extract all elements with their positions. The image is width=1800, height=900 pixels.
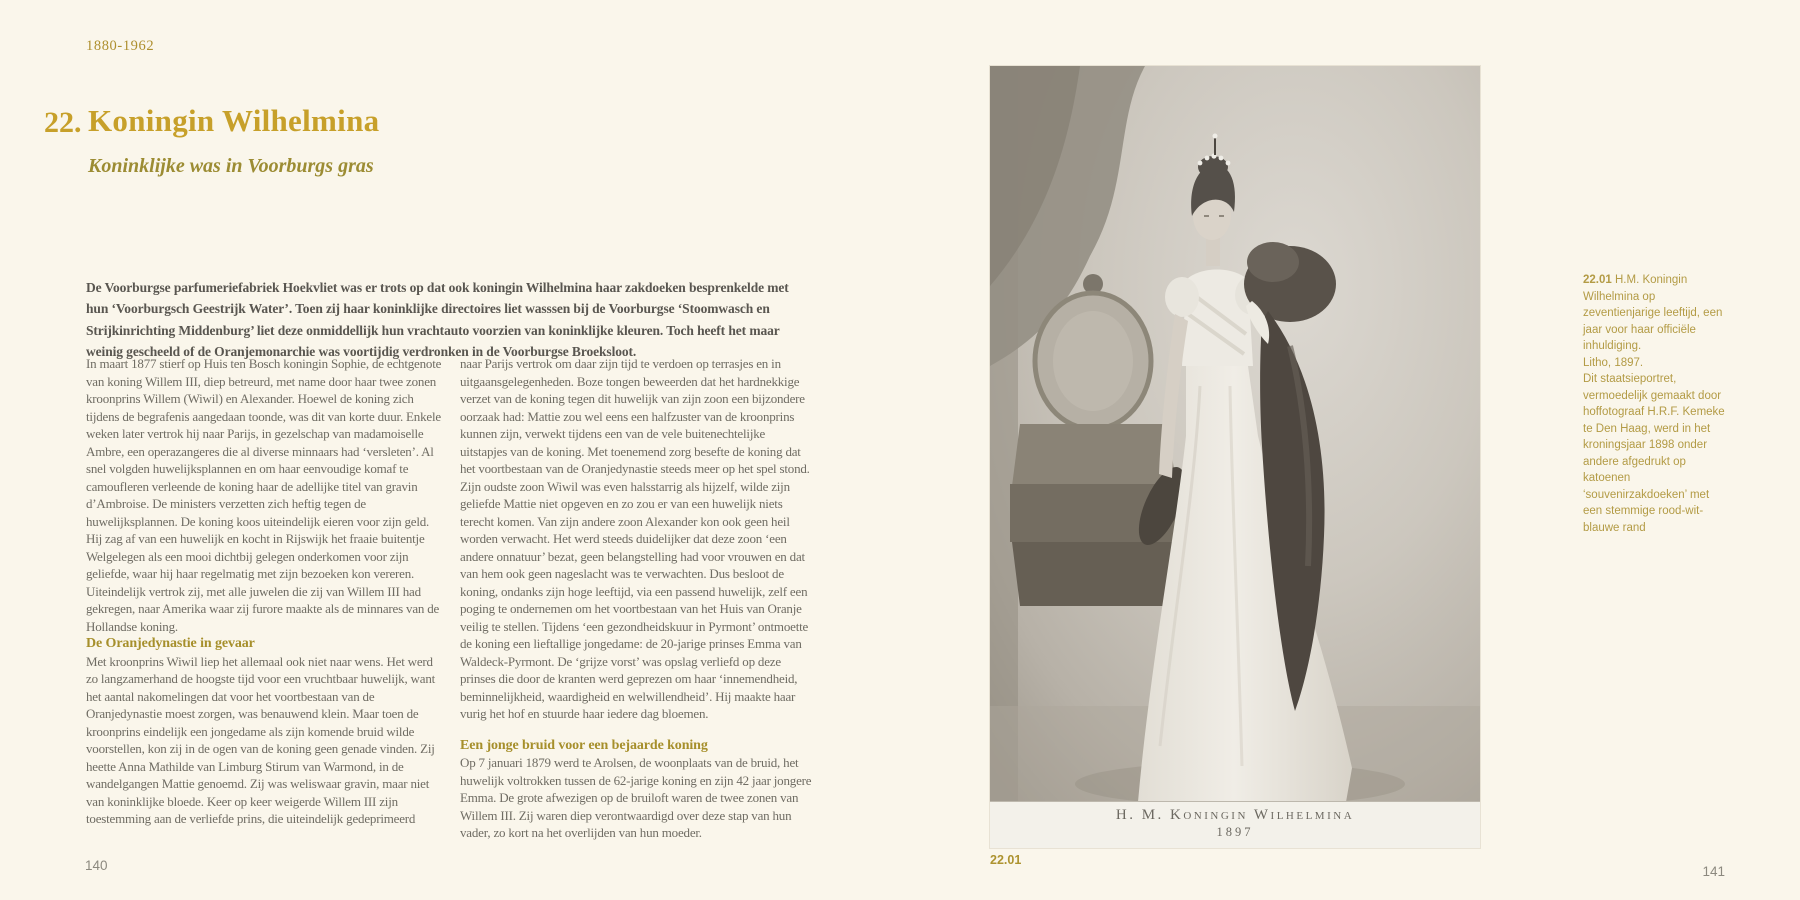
intro-paragraph: De Voorburgse parfumeriefabriek Hoekvliet was er trots op dat ook koningin Wilhelmina haar zakdoeken besprenkelde met hun ‘Voorburgsch Geestrijk Water’. Toen zij haar koninklijke directoires liet wasssen bij de Voorburgse ‘Stoomwasch en Strijkinrichting Middenburg’ liet deze onmiddellijk hun vrachtauto voorzien van koninklijke kleuren. Toch heeft het maar weinig gescheeld of de Oranjemonarchie was voortijdig verdronken in de Voorburgse Broeksloot.	[86, 279, 789, 359]
side-caption-intro	[1583, 272, 1726, 355]
photo-caption-title: H. M. Koningin Wilhelmina	[1115, 807, 1355, 823]
section-heading-oranjedynastie: De Oranjedynastie in gevaar	[86, 636, 255, 651]
body-paragraph: Met kroonprins Wiwil liep het allemaal ook niet naar wens. Het werd zo langzamerhand de hoogste tijd voor een vruchtbaar huwelijk, want het aantal nakomelingen dat voor het voortbestaan van de Oranjedynastie moest zorgen, was benauwend klein. Maar toen de kroonprins eindelijk een jongedame als zijn komende bruid wilde voorstellen, kon zij in de ogen van de koning geen genade vinden. Zij heette Anna Mathilde van Limburg Stirum van Warmond, in de wandelgangen Mattie genoemd. Zij was weliswaar gravin, maar niet van koninklijke bloede. Keer op keer weigerde Willem III zijn toestemming aan de verliefde prins, die uiteindelijk gedeprimeerd	[86, 653, 436, 826]
side-caption-text-a: H.M. Koningin Wilhelmina op zeventienjarige leeftijd, een jaar voor haar officiële inhuldiging.	[1583, 274, 1723, 352]
side-caption-text-b: Litho, 1897.	[1583, 356, 1644, 369]
photo-mount-caption	[990, 801, 1480, 848]
side-caption-text-c: Dit staatsieportret, vermoedelijk gemaakt door hoffotograaf H.R.F. Kemeke te Den Haag, werd in het kroningsjaar 1898 onder andere afgedrukt op katoenen ‘souvenirzakdoeken’ met een stemmige rood-wit-blauwe rand	[1583, 373, 1725, 534]
portrait-photo-illustration	[990, 66, 1480, 802]
chapter-eyebrow-years: 1880-1962	[86, 38, 155, 54]
chapter-number: 22.	[44, 106, 82, 139]
body-text-columns	[86, 355, 814, 842]
photo-caption-year: 1897	[1216, 825, 1254, 839]
body-paragraph: Op 7 januari 1879 werd te Arolsen, de woonplaats van de bruid, het huwelijk voltrokken tussen de 62-jarige koning en zijn 42 jaar jongere Emma. De grote afwezigen op de bruiloft waren de twee zonen van Willem III. Zij waren diep verontwaardigd over deze stap van hun vader, zo kort na het overlijden van hun moeder.	[460, 755, 812, 840]
page-number-left: 140	[85, 858, 108, 873]
section-heading-jonge-bruid: Een jonge bruid voor een bejaarde koning	[460, 737, 708, 753]
text-column-left	[86, 355, 446, 842]
figure-number-label: 22.01	[990, 853, 1022, 867]
body-paragraph: naar Parijs vertrok om daar zijn tijd te verdoen op terrasjes en in uitgaansgelegenheden. Boze tongen beweerden dat het hardnekkige verzet van de koning tegen dit huwelijk van zijn zoon een bijzondere oorzaak had: Mattie zou wel eens een halfzuster van de kroonprins kunnen zijn, verwekt tijdens een van de vele buitenechtelijke uitstapjes van de koning. Met toenemend zorg besefte de koning dat het voortbestaan van de Oranjedynastie steeds meer op het spel stond. Zijn oudste zoon Wiwil was even halsstarrig als hijzelf, wilde zijn geliefde Mattie niet opgeven en zo zou er van een huwelijk niets terecht komen. Van zijn andere zoon Alexander kon ook geen heil worden verwacht. Het werd steeds duidelijker dat deze zoon ‘een andere onnatuur’ bezat, geen belangstelling had voor vrouwen en dat van hem ook geen nageslacht was te verwachten. Dus besloot de koning, ondanks zijn hoge leeftijd, via een passend huwelijk, zelf een poging te ondernemen om het voortbestaan van het Huis van Oranje veilig te stellen. Tijdens ‘een gezondheidskuur in Pyrmont’ ontmoette de koning een lieftallige jongedame: de 20-jarige prinses Emma van Waldeck-Pyrmont. De ‘grijze vorst’ was opslag verliefd op deze prinses die door de kranten werd geprezen om haar ‘innemendheid, beminnelijkheid, waardigheid en welwillendheid’. Hij maakte haar vurig het hof en stuurde haar iedere dag bloemen.	[460, 356, 810, 721]
page-number-right: 141	[1702, 864, 1725, 879]
side-caption-number: 22.01	[1583, 274, 1612, 286]
chapter-title: Koningin Wilhelmina	[88, 103, 380, 138]
text-column-right	[460, 355, 812, 842]
portrait-photo-wilhelmina	[990, 66, 1480, 848]
body-paragraph: In maart 1877 stierf op Huis ten Bosch koningin Sophie, de echtgenote van koning Willem III, diep betreurd, met name door haar twee zonen kroonprins Willem (Wiwil) en Alexander. Hoewel de koning zich tijdens de begrafenis aangedaan toonde, was dit van korte duur. Enkele weken later vertrok hij naar Parijs, in gezelschap van madamoiselle Ambre, een operazangeres die al diverse minnaars had ‘versleten’. Al snel volgden huwelijksplannen en om haar eenvoudige komaf te camoufleren verleende de koning haar de adellijke titel van gravin d’Ambroise. De ministers verzetten zich heftig tegen de huwelijksplannen. De koning koos uiteindelijk eieren voor zijn geld. Hij zag af van een huwelijk en kocht in Rijswijk het fraaie buitentje Welgelegen als een mooi dichtbij gelegen onderkomen voor zijn geliefde, waar hij haar regelmatig met zijn bezoeken kon vereren. Uiteindelijk vertrok zij, met alle juwelen die zij van Willem III had gekregen, naar Amerika waar zij furore maakte als de minnares van de Hollandse koning.	[86, 356, 442, 634]
chapter-subtitle: Koninklijke was in Voorburgs gras	[88, 155, 374, 177]
figure-side-caption	[1583, 272, 1726, 536]
